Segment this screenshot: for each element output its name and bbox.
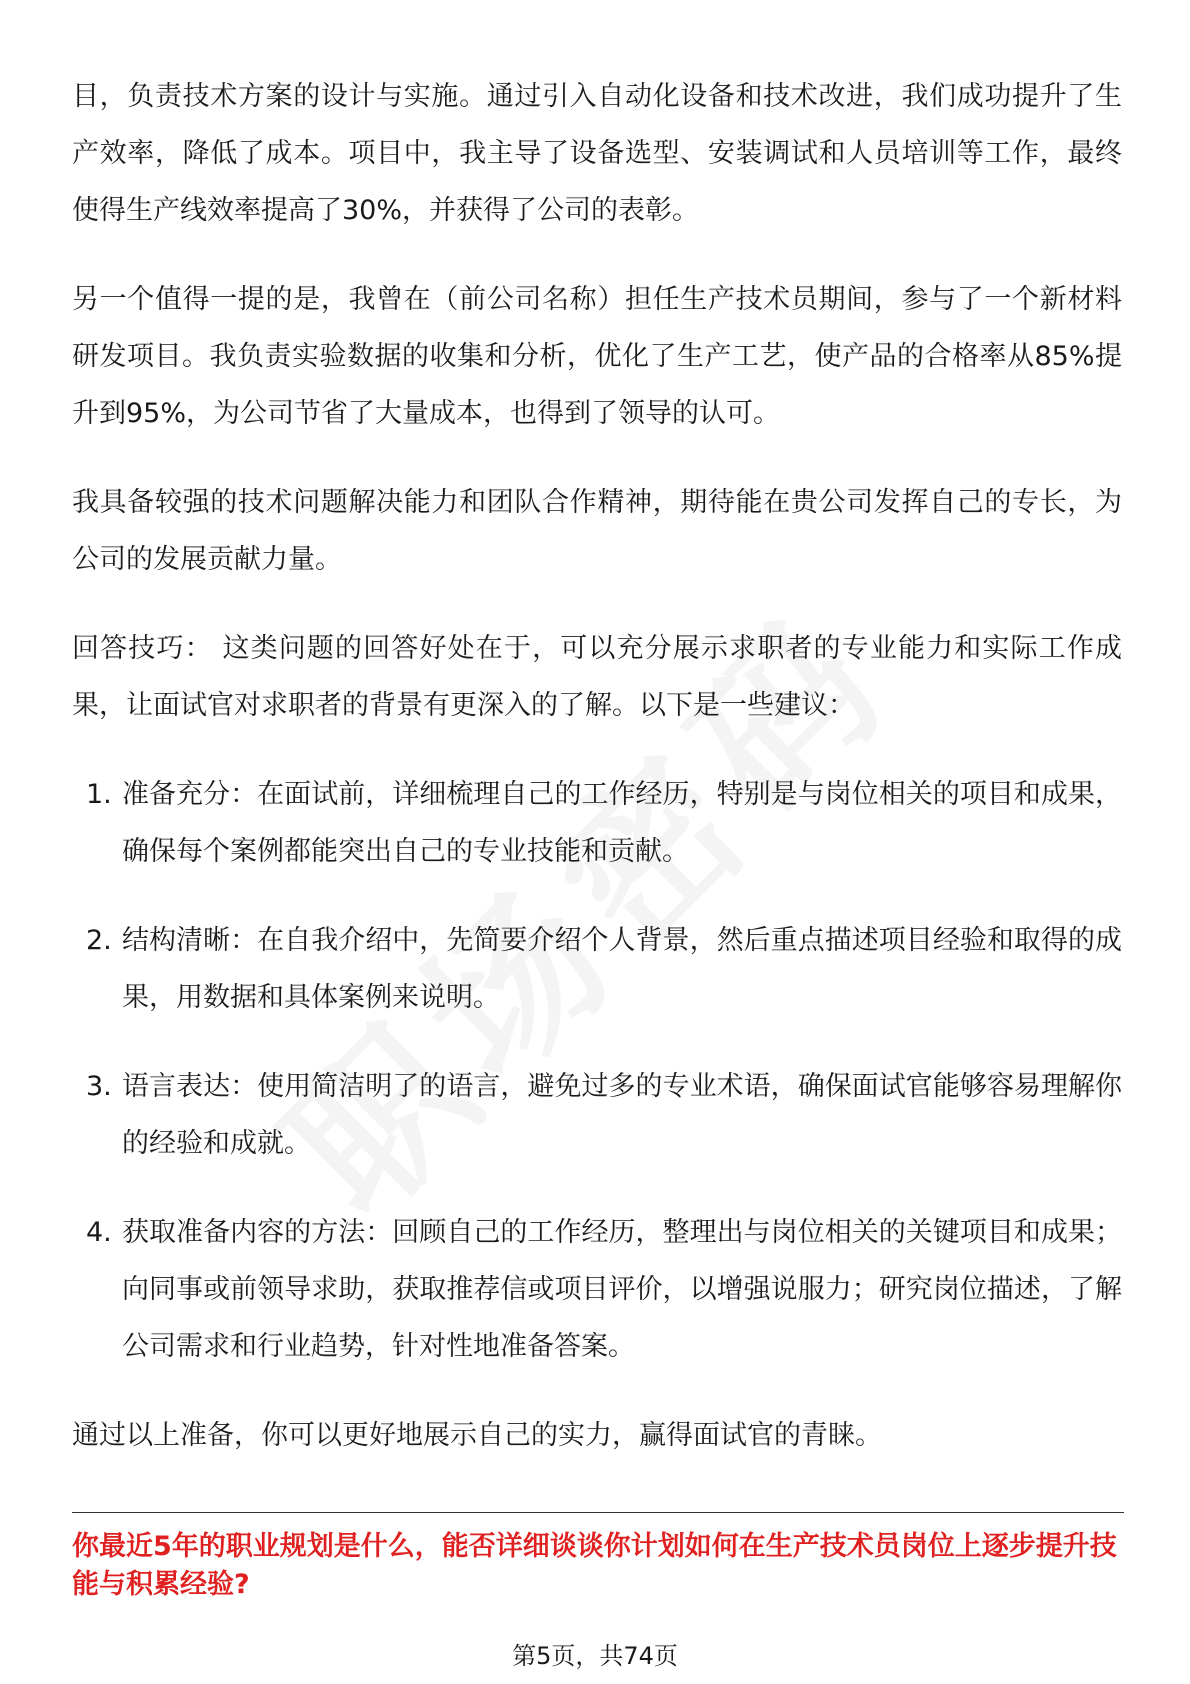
paragraph-closing: 通过以上准备，你可以更好地展示自己的实力，赢得面试官的青睐。 <box>72 1420 882 1451</box>
list-item <box>72 766 1122 880</box>
list-item <box>72 1058 1122 1172</box>
list-item <box>72 1204 1122 1375</box>
section-divider <box>72 1512 1124 1513</box>
list-item-number: 4. <box>86 1217 112 1248</box>
list-item-text: 结构清晰：在自我介绍中，先简要介绍个人背景，然后重点描述项目经验和取得的成果，用数据和具体案例来说明。 <box>122 925 1122 1013</box>
paragraph-answer-tips: 回答技巧： 这类问题的回答好处在于，可以充分展示求职者的专业能力和实际工作成果，让面试官对求职者的背景有更深入的了解。以下是一些建议： <box>72 633 1122 721</box>
paragraph-project-experience: 目，负责技术方案的设计与实施。通过引入自动化设备和技术改进，我们成功提升了生产效率，降低了成本。项目中，我主导了设备选型、安装调试和人员培训等工作，最终使得生产线效率提高了30%，并获得了公司的表彰。 <box>72 81 1122 226</box>
list-item-number: 3. <box>86 1071 112 1102</box>
list-item <box>72 912 1122 1026</box>
list-item-number: 1. <box>86 779 112 810</box>
paragraph-ability-summary: 我具备较强的技术问题解决能力和团队合作精神，期待能在贵公司发挥自己的专长，为公司的发展贡献力量。 <box>72 487 1122 575</box>
list-item-text: 获取准备内容的方法：回顾自己的工作经历，整理出与岗位相关的关键项目和成果；向同事或前领导求助，获取推荐信或项目评价，以增强说服力；研究岗位描述，了解公司需求和行业趋势，针对性地准备答案。 <box>122 1217 1122 1362</box>
list-item-number: 2. <box>86 925 112 956</box>
tips-list <box>72 766 1122 1375</box>
document-body <box>72 68 1122 1496</box>
page-number-footer: 第5页，共74页 <box>512 1642 678 1670</box>
paragraph-material-project: 另一个值得一提的是，我曾在（前公司名称）担任生产技术员期间，参与了一个新材料研发项目。我负责实验数据的收集和分析，优化了生产工艺，使产品的合格率从85%提升到95%，为公司节省了大量成本，也得到了领导的认可。 <box>72 284 1122 429</box>
list-item-text: 语言表达：使用简洁明了的语言，避免过多的专业术语，确保面试官能够容易理解你的经验和成就。 <box>122 1071 1122 1159</box>
list-item-text: 准备充分：在面试前，详细梳理自己的工作经历，特别是与岗位相关的项目和成果，确保每个案例都能突出自己的专业技能和贡献。 <box>122 779 1122 867</box>
next-question-heading: 你最近5年的职业规划是什么，能否详细谈谈你计划如何在生产技术员岗位上逐步提升技能与积累经验? <box>72 1531 1117 1600</box>
